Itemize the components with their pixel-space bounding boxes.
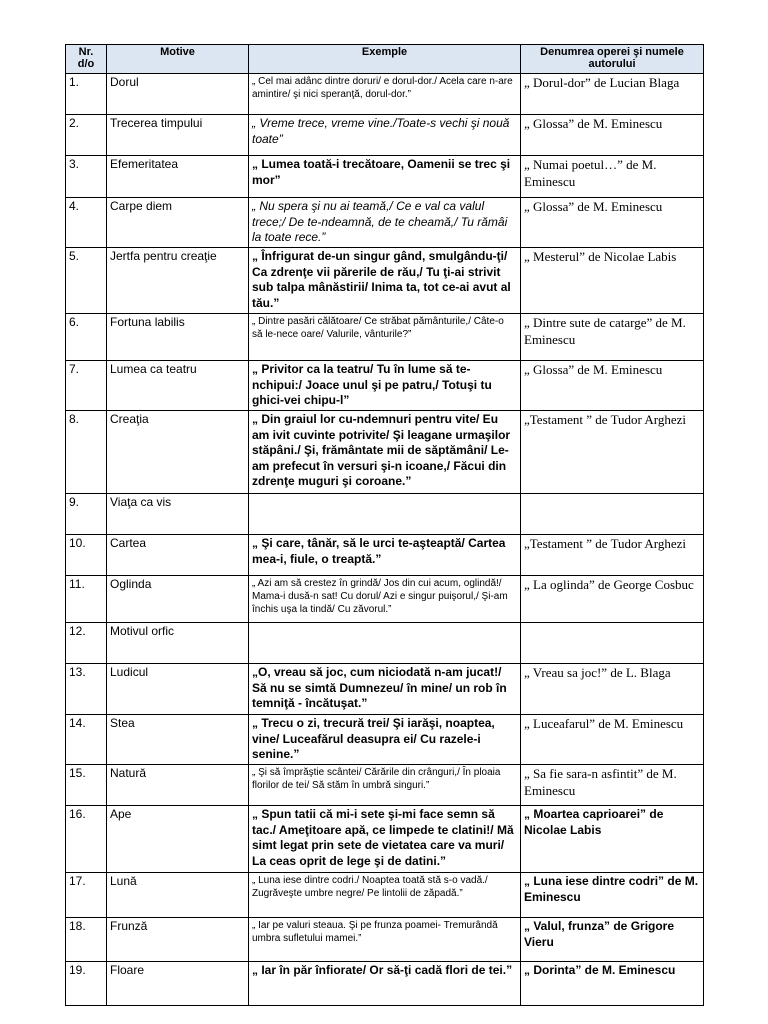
row-nr: 3. (66, 156, 107, 198)
table-row (66, 248, 704, 314)
row-exemplu: „ Şi să împrăştie scântei/ Cărările din crânguri,/ În ploaia florilor de tei/ Să stăm în umbră singuri.” (249, 765, 521, 806)
row-nr: 15. (66, 765, 107, 806)
table-row (66, 198, 704, 248)
row-opera: „ Glossa” de M. Eminescu (521, 361, 704, 411)
row-exemplu: „ Din graiul lor cu-ndemnuri pentru vite/ Eu am ivit cuvinte potrivite/ Şi leagane urmaşilor stăpâni./ Şi, frământate mii de săptămâni/ Le-am prefecut în versuri şi-n icoane,/ Făcui din zdrenţe muguri şi coroane.” (249, 411, 521, 494)
row-nr: 8. (66, 411, 107, 494)
table-row (66, 623, 704, 664)
row-exemplu: „ Cel mai adânc dintre doruri/ e dorul-dor./ Acela care n-are amintire/ şi nici speranţă, dorul-dor.” (249, 74, 521, 115)
row-opera: „ Moartea caprioarei” de Nicolae Labis (521, 806, 704, 873)
header-denumirea: Denumrea operei şi numele autorului (521, 45, 704, 74)
row-exemplu: „ Luna iese dintre codri./ Noaptea toată stă s-o vadă./ Zugrăveşte umbre negre/ Pe lintolii de zăpadă.” (249, 873, 521, 918)
table-row (66, 918, 704, 962)
row-opera: „ Dintre sute de catarge” de M. Eminescu (521, 314, 704, 361)
row-opera (521, 623, 704, 664)
row-nr: 5. (66, 248, 107, 314)
row-motiv: Lumea ca teatru (107, 361, 249, 411)
row-exemplu: „ Vreme trece, vreme vine./Toate-s vechi şi nouă toate” (249, 115, 521, 156)
row-exemplu: „ Şi care, tânăr, să le urci te-aşteaptă/ Cartea mea-i, fiule, o treaptă.” (249, 535, 521, 576)
row-nr: 12. (66, 623, 107, 664)
row-motiv: Ape (107, 806, 249, 873)
row-nr: 2. (66, 115, 107, 156)
header-motive: Motive (107, 45, 249, 74)
row-motiv: Motivul orfic (107, 623, 249, 664)
row-opera (521, 494, 704, 535)
table-row (66, 74, 704, 115)
table-row (66, 314, 704, 361)
row-exemplu (249, 494, 521, 535)
table-header-row (66, 45, 704, 74)
row-opera: „ Valul, frunza” de Grigore Vieru (521, 918, 704, 962)
row-nr: 19. (66, 962, 107, 1006)
row-nr: 1. (66, 74, 107, 115)
row-motiv: Fortuna labilis (107, 314, 249, 361)
table-row (66, 962, 704, 1006)
table-row (66, 361, 704, 411)
row-motiv: Ludicul (107, 664, 249, 715)
header-exemple: Exemple (249, 45, 521, 74)
row-exemplu: „ Dintre pasări călătoare/ Ce străbat pământurile,/ Câte-o să le-nece oare/ Valurile, vânturile?” (249, 314, 521, 361)
row-motiv: Creaţia (107, 411, 249, 494)
row-motiv: Natură (107, 765, 249, 806)
row-nr: 10. (66, 535, 107, 576)
row-opera: „ Sa fie sara-n asfintit” de M. Eminescu (521, 765, 704, 806)
row-nr: 14. (66, 715, 107, 765)
row-exemplu: „ Lumea toată-i trecătoare, Oamenii se trec şi mor” (249, 156, 521, 198)
row-exemplu: „O, vreau să joc, cum niciodată n-am jucat!/ Să nu se simtă Dumnezeu/ în mine/ un rob în temniţă - încătuşat.” (249, 664, 521, 715)
row-opera: „ Glossa” de M. Eminescu (521, 198, 704, 248)
table-row (66, 715, 704, 765)
table-row (66, 156, 704, 198)
row-nr: 13. (66, 664, 107, 715)
row-motiv: Viaţa ca vis (107, 494, 249, 535)
table-row (66, 664, 704, 715)
row-opera: „ Luna iese dintre codri” de M. Eminescu (521, 873, 704, 918)
row-opera: „ La oglinda” de George Cosbuc (521, 576, 704, 623)
row-opera: „ Mesterul” de Nicolae Labis (521, 248, 704, 314)
motives-table (65, 44, 704, 1006)
row-exemplu: „ Înfrigurat de-un singur gând, smulgându-ţi/ Ca zdrenţe vii părerile de rău,/ Tu ţi-ai strivit sub talpa mânăstirii/ Inima ta, tot ce-ai avut al tău.” (249, 248, 521, 314)
table-row (66, 873, 704, 918)
header-nr: Nr. d/o (66, 45, 107, 74)
table-row (66, 535, 704, 576)
row-motiv: Stea (107, 715, 249, 765)
row-exemplu: „ Spun tatii că mi-i sete şi-mi face semn să tac./ Ameţitoare apă, ce limpede te clatini!/ Mă simt legat prin sete de vietatea care va muri/ La ceas oprit de lege şi de datini.” (249, 806, 521, 873)
table-row (66, 765, 704, 806)
row-opera: „Testament ” de Tudor Arghezi (521, 535, 704, 576)
row-exemplu (249, 623, 521, 664)
row-opera: „ Vreau sa joc!” de L. Blaga (521, 664, 704, 715)
row-nr: 4. (66, 198, 107, 248)
row-motiv: Floare (107, 962, 249, 1006)
row-motiv: Dorul (107, 74, 249, 115)
row-opera: „Testament ” de Tudor Arghezi (521, 411, 704, 494)
row-motiv: Cartea (107, 535, 249, 576)
row-motiv: Jertfa pentru creaţie (107, 248, 249, 314)
row-exemplu: „ Azi am să crestez în grindă/ Jos din cui acum, oglindă!/ Mama-i dusă-n sat! Cu dorul/ Azi e singur puişorul,/ Şi-am închis uşa la tindă/ Cu zăvorul.” (249, 576, 521, 623)
row-motiv: Oglinda (107, 576, 249, 623)
row-nr: 18. (66, 918, 107, 962)
row-nr: 17. (66, 873, 107, 918)
row-opera: „ Dorinta” de M. Eminescu (521, 962, 704, 1006)
row-motiv: Trecerea timpului (107, 115, 249, 156)
row-exemplu: „ Iar în păr înfiorate/ Or să-ţi cadă flori de tei.” (249, 962, 521, 1006)
row-exemplu: „ Nu spera şi nu ai teamă,/ Ce e val ca valul trece;/ De te-ndeamnă, de te cheamă,/ Tu rămâi la toate rece.” (249, 198, 521, 248)
row-opera: „ Glossa” de M. Eminescu (521, 115, 704, 156)
row-motiv: Efemeritatea (107, 156, 249, 198)
row-exemplu: „ Iar pe valuri steaua. Şi pe frunza poamei- Tremurândă umbra sufletului mamei.” (249, 918, 521, 962)
table-row (66, 494, 704, 535)
row-nr: 7. (66, 361, 107, 411)
table-row (66, 576, 704, 623)
row-nr: 9. (66, 494, 107, 535)
row-motiv: Frunză (107, 918, 249, 962)
table-row (66, 806, 704, 873)
row-opera: „ Dorul-dor” de Lucian Blaga (521, 74, 704, 115)
row-exemplu: „ Trecu o zi, trecură trei/ Şi iarăşi, noaptea, vine/ Luceafărul deasupra ei/ Cu razele-i senine.” (249, 715, 521, 765)
row-opera: „ Luceafarul” de M. Eminescu (521, 715, 704, 765)
row-nr: 16. (66, 806, 107, 873)
row-opera: „ Numai poetul…” de M. Eminescu (521, 156, 704, 198)
row-nr: 11. (66, 576, 107, 623)
row-exemplu: „ Privitor ca la teatru/ Tu în lume să te-nchipui:/ Joace unul şi pe patru,/ Totuşi tu ghici-vei chipu-l” (249, 361, 521, 411)
table-row (66, 411, 704, 494)
row-nr: 6. (66, 314, 107, 361)
table-row (66, 115, 704, 156)
row-motiv: Lună (107, 873, 249, 918)
row-motiv: Carpe diem (107, 198, 249, 248)
